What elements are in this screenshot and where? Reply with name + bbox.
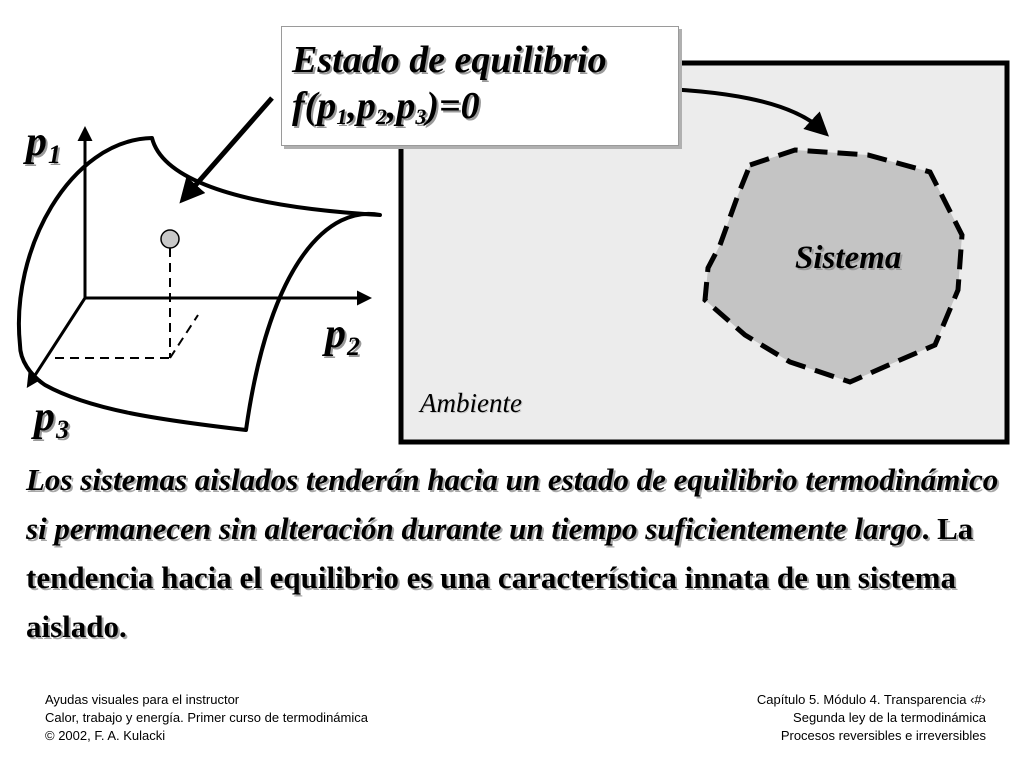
callout-arrow-left [186, 98, 272, 196]
footer-left-line: © 2002, F. A. Kulacki [45, 728, 166, 743]
equilibrium-point [161, 230, 179, 248]
axis-label-p1 [26, 118, 61, 170]
equation-sub-3: 3 [415, 104, 427, 129]
equation-sep-1: ,p [347, 85, 376, 127]
footer-right [757, 691, 986, 745]
footer-left-line: Ayudas visuales para el instructor [45, 692, 240, 707]
axis-label-p3 [34, 393, 69, 445]
callout-equation [292, 83, 678, 140]
footer-right-line: Capítulo 5. Módulo 4. Transparencia ‹#› [756, 692, 986, 707]
axis-label-p3-sub: 3 [56, 415, 69, 444]
axis-label-p1-sub: 1 [48, 140, 61, 169]
footer-left-line: Calor, trabajo y energía. Primer curso de termodinámica [45, 710, 368, 725]
footer-right-line: Procesos reversibles e irreversibles [780, 728, 986, 743]
footer-right-line: Segunda ley de la termodinámica [793, 710, 986, 725]
explanation-paragraph [26, 455, 1016, 651]
axis-label-p1-base: p [26, 119, 47, 165]
equation-sub-2: 2 [375, 104, 387, 129]
axis-p3 [30, 298, 85, 383]
paragraph-normal: . La tendencia hacia el equilibrio es una característica innata de un sistema aislado. [26, 511, 974, 644]
equation-sub-1: 1 [336, 104, 348, 129]
callout-title: Estado de equilibrio [292, 39, 607, 81]
axis-label-p3-base: p [34, 394, 55, 440]
axis-label-p2-base: p [325, 311, 346, 357]
equation-prefix: f(p [292, 85, 337, 127]
equilibrium-state-callout [281, 26, 679, 146]
surroundings-label: Ambiente [420, 388, 522, 418]
axis-label-p2 [325, 310, 360, 362]
projection-p3 [170, 315, 198, 358]
footer-left [45, 691, 368, 745]
paragraph-italic: Los sistemas aislados tenderán hacia un estado de equilibrio termodinámico si permanecen sin alteración durante un tiempo suficientemente largo [26, 462, 999, 546]
equation-suffix: )=0 [426, 85, 480, 127]
equation-sep-2: ,p [386, 85, 416, 127]
axis-label-p2-sub: 2 [347, 332, 360, 361]
system-label: Sistema [795, 240, 902, 276]
